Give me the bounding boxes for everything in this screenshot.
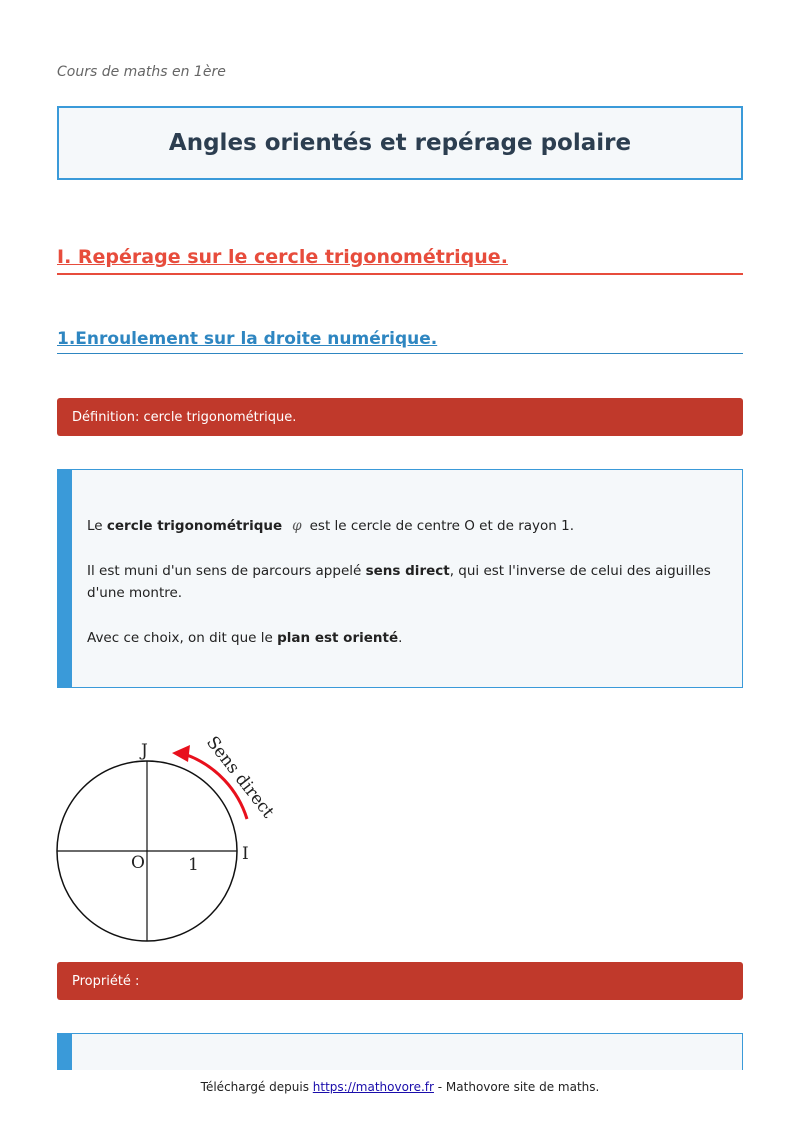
- phi-symbol: φ: [292, 518, 302, 534]
- footer-link[interactable]: https://mathovore.fr: [312, 1080, 434, 1094]
- section-heading: [57, 246, 743, 275]
- definition-p1-prefix: Le: [87, 518, 107, 534]
- definition-p1-bold: cercle trigonométrique: [106, 518, 283, 534]
- label-j: J: [141, 741, 148, 761]
- footer-prefix: Téléchargé depuis: [200, 1080, 313, 1094]
- sens-direct-arrowhead: [172, 745, 190, 762]
- definition-p2-suffix: , qui est l'inverse de celui des aiguilles d'une montre.: [87, 563, 711, 601]
- trig-circle-svg: [50, 728, 280, 948]
- definition-paragraph-3: [87, 627, 742, 649]
- label-i: I: [242, 844, 249, 864]
- label-one: 1: [188, 855, 199, 875]
- definition-p3-suffix: .: [398, 630, 403, 646]
- definition-paragraph-2: [87, 560, 742, 604]
- subsection-heading: [57, 329, 743, 354]
- footer-suffix: - Mathovore site de maths.: [433, 1080, 600, 1094]
- definition-p3-bold: plan est orienté: [277, 630, 399, 646]
- title-box: [57, 106, 743, 180]
- property-banner: [57, 962, 743, 1000]
- definition-p2-prefix: Il est muni d'un sens de parcours appelé: [87, 563, 366, 579]
- footer: [0, 1080, 800, 1094]
- definition-p3-prefix: Avec ce choix, on dit que le: [87, 630, 278, 646]
- definition-paragraph-1: [87, 515, 742, 537]
- definition-box: [57, 469, 743, 688]
- property-box: [57, 1033, 743, 1070]
- definition-label: Définition: cercle trigonométrique.: [72, 409, 297, 425]
- trig-circle-figure: [50, 728, 280, 948]
- section-title[interactable]: I. Repérage sur le cercle trigonométrique.: [57, 246, 508, 268]
- definition-p1-suffix: est le cercle de centre O et de rayon 1.: [309, 518, 574, 534]
- definition-banner: [57, 398, 743, 436]
- page-title: Angles orientés et repérage polaire: [168, 130, 632, 156]
- label-o: O: [131, 853, 145, 873]
- definition-p2-bold: sens direct: [365, 563, 450, 579]
- course-label: Cours de maths en 1ère: [57, 64, 226, 80]
- sens-direct-label: Sens direct: [202, 732, 278, 823]
- property-label: Propriété :: [72, 973, 140, 989]
- subsection-title[interactable]: 1.Enroulement sur la droite numérique.: [57, 329, 438, 349]
